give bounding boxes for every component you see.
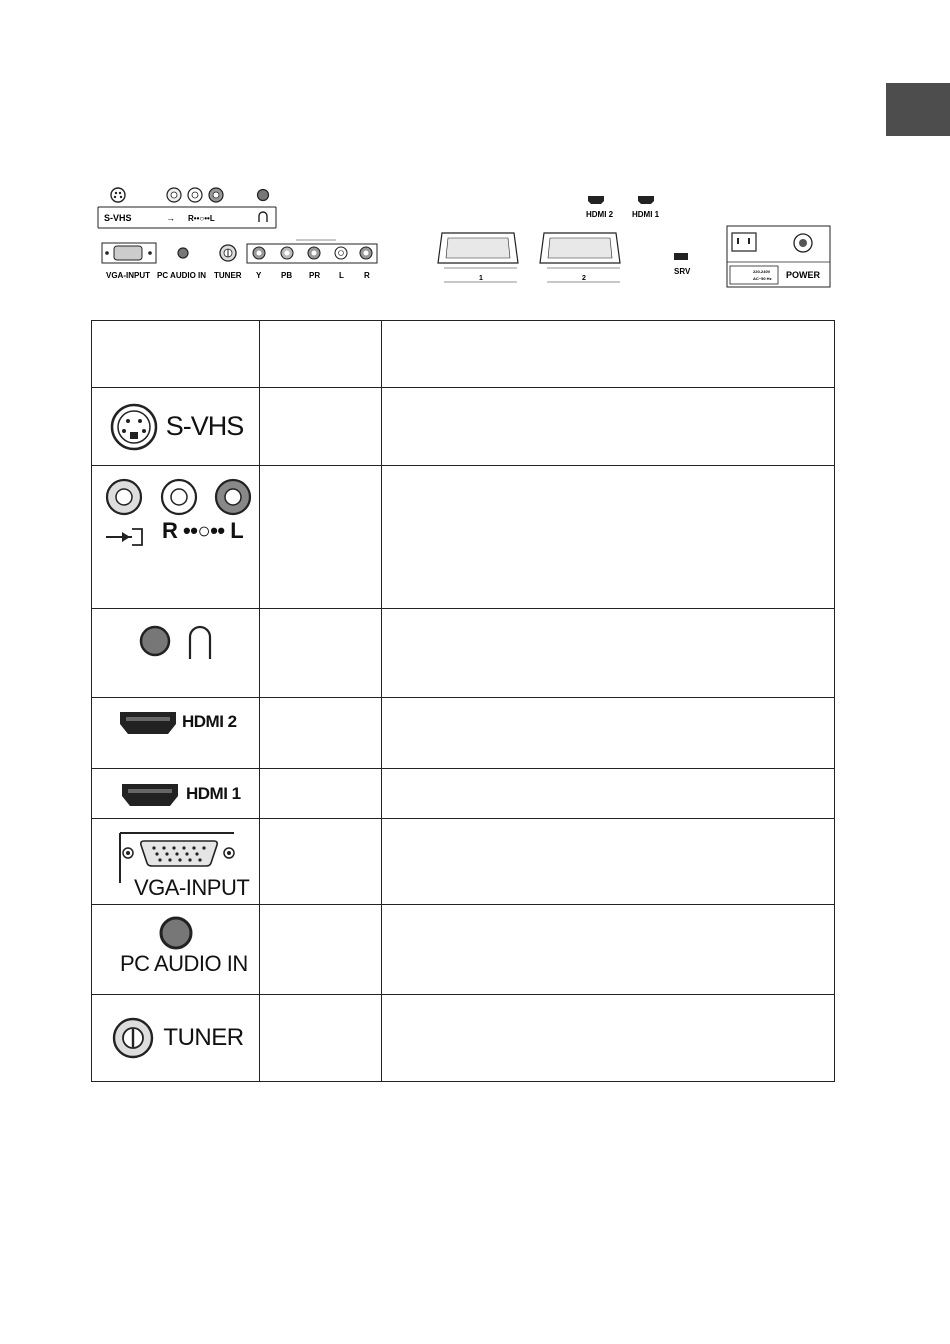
antenna-tuner-icon bbox=[111, 1016, 155, 1060]
table-row bbox=[92, 905, 835, 995]
table-icon-cell bbox=[92, 466, 260, 609]
panel-component-label-pb: PB bbox=[281, 271, 293, 280]
vga-label: VGA-INPUT bbox=[134, 875, 250, 900]
panel-power-label: POWER bbox=[786, 270, 821, 280]
table-icon-cell bbox=[92, 769, 260, 819]
table-row bbox=[92, 466, 835, 609]
hdmi2-label: HDMI 2 bbox=[182, 712, 237, 731]
panel-component-label-r: R bbox=[364, 271, 370, 280]
tuner-label: TUNER bbox=[163, 1024, 244, 1051]
rca-audio-label: R ••○•• L bbox=[162, 518, 244, 543]
headphone-jack-icon bbox=[92, 621, 258, 671]
panel-svhs-label: S-VHS bbox=[104, 213, 132, 223]
panel-pc-audio-port-icon bbox=[178, 248, 188, 258]
table-description-cell bbox=[382, 905, 835, 995]
svhs-port-icon bbox=[111, 188, 125, 202]
panel-component-label-y: Y bbox=[256, 271, 262, 280]
table-row bbox=[92, 819, 835, 905]
table-header-row bbox=[92, 321, 835, 388]
panel-input-arrow-icon: → bbox=[166, 213, 175, 223]
panel-component-group bbox=[247, 240, 377, 280]
panel-srv-port-icon bbox=[674, 253, 688, 260]
table-name-cell bbox=[260, 769, 382, 819]
panel-hdmi2-port-icon bbox=[588, 196, 604, 204]
table-row bbox=[92, 769, 835, 819]
panel-power-socket-icon bbox=[732, 233, 756, 251]
table-name-cell bbox=[260, 995, 382, 1082]
table-row bbox=[92, 388, 835, 466]
panel-headphone-icon bbox=[259, 212, 267, 222]
table-icon-cell bbox=[92, 698, 260, 769]
panel-component-label-l: L bbox=[339, 271, 344, 280]
top-left-connector-group bbox=[98, 188, 276, 228]
panel-hdmi2-label: HDMI 2 bbox=[586, 210, 614, 219]
panel-voltage-label-line2: AC~50 Hz bbox=[753, 276, 772, 281]
panel-scart1-group bbox=[438, 233, 518, 282]
table-header-cell bbox=[260, 321, 382, 388]
hdmi1-port-icon bbox=[120, 782, 180, 812]
panel-scart1-label: 1 bbox=[479, 275, 483, 282]
panel-av-audio-label: R••○••L bbox=[188, 214, 215, 223]
table-name-cell bbox=[260, 388, 382, 466]
panel-hdmi1-port-icon bbox=[638, 196, 654, 204]
audio-jack-icon bbox=[156, 913, 196, 953]
hdmi2-port-icon bbox=[118, 710, 178, 740]
table-description-cell bbox=[382, 388, 835, 466]
table-description-cell bbox=[382, 609, 835, 698]
panel-component-label-pr: PR bbox=[309, 271, 321, 280]
hdmi1-label: HDMI 1 bbox=[186, 784, 241, 803]
panel-scart2-group bbox=[540, 233, 620, 282]
svhs-label: S-VHS bbox=[165, 411, 244, 441]
panel-srv-label: SRV bbox=[674, 267, 691, 276]
table-row bbox=[92, 698, 835, 769]
table-name-cell bbox=[260, 698, 382, 769]
table-icon-cell bbox=[92, 609, 260, 698]
panel-voltage-label-line1: 220-240V bbox=[753, 269, 771, 274]
panel-headphone-port-icon bbox=[258, 190, 269, 201]
table-name-cell bbox=[260, 609, 382, 698]
table-description-cell bbox=[382, 466, 835, 609]
connector-table bbox=[91, 320, 835, 1082]
panel-hdmi1-label: HDMI 1 bbox=[632, 210, 660, 219]
table-row bbox=[92, 609, 835, 698]
svhs-connector-icon bbox=[108, 401, 160, 453]
table-icon-cell bbox=[92, 388, 260, 466]
panel-tuner-label: TUNER bbox=[214, 271, 242, 280]
table-icon-cell bbox=[92, 905, 260, 995]
pc-audio-label: PC AUDIO IN bbox=[120, 951, 248, 976]
panel-power-group bbox=[727, 226, 830, 287]
table-description-cell bbox=[382, 995, 835, 1082]
panel-scart2-label: 2 bbox=[582, 275, 586, 282]
panel-vga-label: VGA-INPUT bbox=[106, 271, 150, 280]
panel-vga-port-icon bbox=[114, 246, 142, 260]
connector-panel-illustration bbox=[96, 180, 836, 295]
panel-pc-audio-label: PC AUDIO IN bbox=[157, 271, 207, 280]
table-description-cell bbox=[382, 819, 835, 905]
table-name-cell bbox=[260, 819, 382, 905]
table-description-cell bbox=[382, 698, 835, 769]
table-name-cell bbox=[260, 905, 382, 995]
panel-hdmi-group bbox=[586, 196, 660, 219]
table-row bbox=[92, 995, 835, 1082]
side-tab-marker bbox=[886, 83, 950, 136]
panel-vga-group bbox=[102, 243, 242, 280]
table-icon-cell bbox=[92, 995, 260, 1082]
table-description-cell bbox=[382, 769, 835, 819]
table-header-cell bbox=[92, 321, 260, 388]
table-name-cell bbox=[260, 466, 382, 609]
table-header-cell bbox=[382, 321, 835, 388]
table-icon-cell bbox=[92, 819, 260, 905]
